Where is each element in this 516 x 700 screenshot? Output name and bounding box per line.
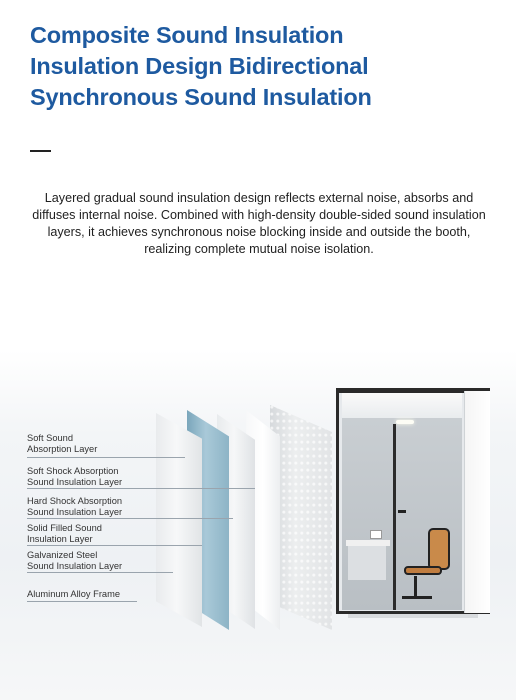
laptop-icon [370,530,382,539]
phone-booth-illustration [336,388,492,620]
chair-base [414,576,417,598]
layer-label-4: Solid Filled Sound Insulation Layer [27,523,102,544]
title-line-2: Insulation Design Bidirectional [30,53,369,79]
booth-side-panel [464,391,490,613]
leader-line-4 [27,545,202,546]
page-title [30,20,500,113]
booth-base [348,614,478,618]
leader-line-1 [27,457,185,458]
desk-cabinet [348,546,386,580]
layer-label-5: Galvanized Steel Sound Insulation Layer [27,550,123,571]
title-line-1: Composite Sound Insulation [30,22,344,48]
title-line-3: Synchronous Sound Insulation [30,84,372,110]
title-divider [30,150,51,152]
layer-label-6: Aluminum Alloy Frame [27,589,120,599]
description-text: Layered gradual sound insulation design reflects external noise, absorbs and diffuses internal noise. Combined with high-density double-sided sound insulation layers, it achieves synchronous noise blocking inside and outside the booth, realizing complete mutual noise isolation. [32,191,486,256]
layer-label-2: Soft Shock Absorption Sound Insulation Layer [27,466,123,487]
soft-absorption-panel [156,413,202,627]
chair-seat [404,566,442,575]
layer-label-3: Hard Shock Absorption Sound Insulation Layer [27,496,123,517]
leader-line-6 [27,601,137,602]
ceiling-light [396,420,414,424]
leader-line-3 [27,518,233,519]
booth-ceiling [342,393,462,418]
door-handle [398,510,406,513]
door-frame [393,424,396,610]
layer-label-1: Soft Sound Absorption Layer [27,433,98,454]
chair-feet [402,596,432,599]
leader-line-2 [27,488,255,489]
chair-back [428,528,450,570]
booth-interior [342,418,462,610]
leader-line-5 [27,572,173,573]
